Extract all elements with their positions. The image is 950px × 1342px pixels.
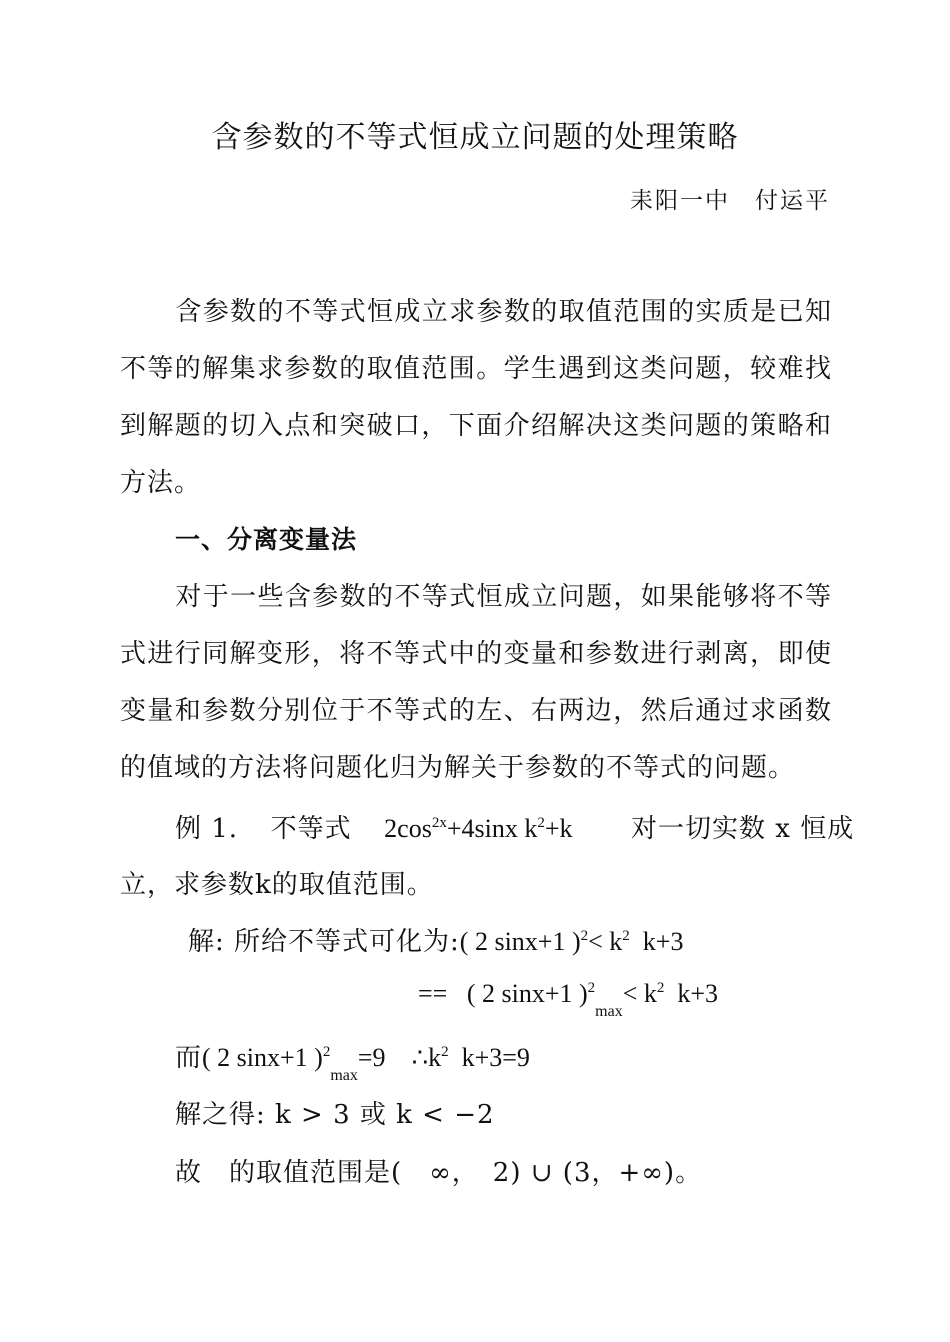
line-lead: 而	[175, 1043, 203, 1073]
section-text: 对于一些含参数的不等式恒成立问题，如果能够将不等式进行同解变形，将不等式中的变量和参数进行剥离，即使变量和参数分别位于不等式的左、右两边，然后通过求函数的值域的方法将问题化归为解关于参数的不等式的问题。	[120, 582, 832, 783]
intro-paragraph	[120, 284, 832, 512]
intro-text: 含参数的不等式恒成立求参数的取值范围的实质是已知不等的解集求参数的取值范围。学生遇到这类问题，较难找到解题的切入点和突破口，下面介绍解决这类问题的策略和方法。	[120, 297, 832, 498]
example-tail: 对一切实数 x 恒成	[631, 814, 855, 844]
solution-line-4: 解之得: k > 3 或 k < −2	[175, 1100, 495, 1130]
expr-part: k+3	[677, 979, 719, 1008]
expr-sup: 2	[587, 980, 596, 996]
solution-expression-3	[202, 1043, 530, 1084]
expr-sup: 2	[322, 1044, 331, 1060]
expr-sup: 2	[622, 928, 630, 944]
expr-part: ( 2 sinx+1 )	[459, 927, 581, 956]
expr-part: ( 2 sinx+1 )	[202, 1043, 323, 1072]
solution-line-3	[175, 1037, 530, 1085]
expr-sup: 2	[537, 815, 545, 831]
expr-sup: 2	[656, 980, 665, 996]
expr-part: k+3=9	[461, 1043, 530, 1072]
expr-part: =9	[357, 1043, 386, 1072]
expr-part: < k	[622, 979, 657, 1008]
author-line: 耒阳一中 付运平	[630, 188, 830, 214]
expr-part: +k	[544, 814, 573, 843]
expr-part: < k	[588, 927, 623, 956]
expr-part: ( 2 sinx+1 )	[466, 979, 588, 1008]
section-paragraph	[120, 569, 832, 797]
expr-part: ==	[418, 979, 448, 1008]
example-expression	[384, 814, 572, 843]
solution-lead: 解: 所给不等式可化为:	[188, 927, 460, 957]
solution-expression-1	[460, 927, 684, 956]
expr-sub: max	[595, 1003, 623, 1020]
solution-line-1	[188, 921, 683, 958]
example-lead: 不等式	[270, 814, 352, 844]
expr-part: +4sinx k	[446, 814, 538, 843]
expr-part: ∴k	[411, 1043, 442, 1072]
example-continuation: 立，求参数k的取值范围。	[120, 870, 434, 900]
expr-sup: 2	[441, 1044, 449, 1060]
example-line	[175, 808, 854, 845]
section-heading: 一、分离变量法	[175, 525, 358, 554]
example-label: 例 1.	[175, 814, 239, 844]
expr-sup: 2x	[431, 815, 447, 831]
document-title: 含参数的不等式恒成立问题的处理策略	[211, 120, 739, 155]
expr-part: k+3	[642, 927, 684, 956]
expr-part: 2cos	[384, 814, 432, 843]
expr-sub: max	[330, 1067, 358, 1084]
solution-line-5: 故 的取值范围是( ∞， 2) ∪ (3，+∞)。	[175, 1158, 703, 1188]
solution-line-2	[418, 979, 718, 1021]
expr-sup: 2	[580, 928, 589, 944]
